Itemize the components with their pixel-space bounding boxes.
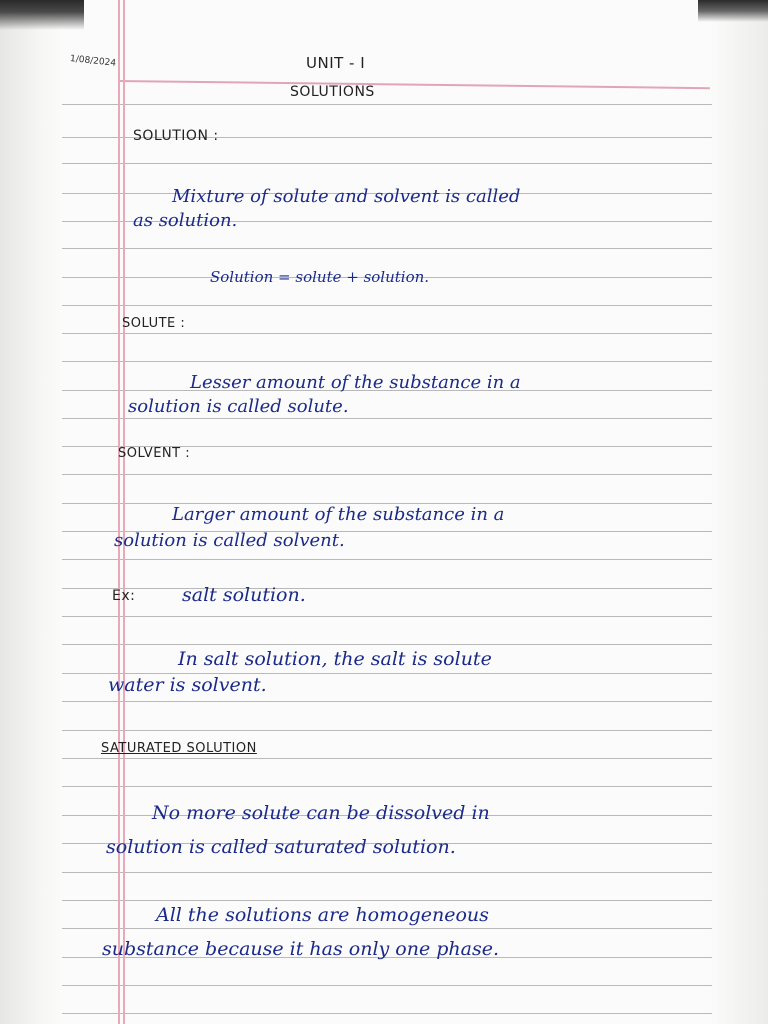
solvent-def-line-2: solution is called solvent. [114,530,345,551]
example-text: salt solution. [182,584,306,606]
unit-title: UNIT - I [306,54,366,72]
margin-line-outer [118,0,120,1024]
saturated-def-line-4: substance because it has only one phase. [102,938,500,960]
example-line-1: In salt solution, the salt is solute [178,648,492,670]
solute-def-line-2: solution is called solute. [128,396,349,417]
solution-def-line-2: as solution. [133,210,238,231]
solution-def-line-1: Mixture of solute and solvent is called [172,186,521,207]
saturated-def-line-3: All the solutions are homogeneous [156,904,489,926]
saturated-heading: SATURATED SOLUTION [101,741,257,756]
saturated-def-line-1: No more solute can be dissolved in [152,802,490,824]
background-corner-right [698,0,768,22]
solute-def-line-1: Lesser amount of the substance in a [190,372,521,393]
page-shadow-right [710,0,768,1024]
solvent-def-line-1: Larger amount of the substance in a [172,504,505,525]
solution-heading: SOLUTION : [133,128,219,144]
example-label: Ex: [112,588,136,604]
solute-heading: SOLUTE : [122,316,186,331]
header-rule [120,80,710,89]
example-line-2: water is solvent. [108,674,267,696]
chapter-title: SOLUTIONS [290,84,375,100]
saturated-def-line-2: solution is called saturated solution. [106,836,456,858]
solvent-heading: SOLVENT : [118,446,191,461]
solution-formula: Solution = solute + solution. [210,268,430,286]
page-date: 1/08/2024 [69,54,117,69]
page-shadow-left [0,0,62,1024]
background-corner-left [0,0,84,30]
margin-line-inner [123,0,125,1024]
